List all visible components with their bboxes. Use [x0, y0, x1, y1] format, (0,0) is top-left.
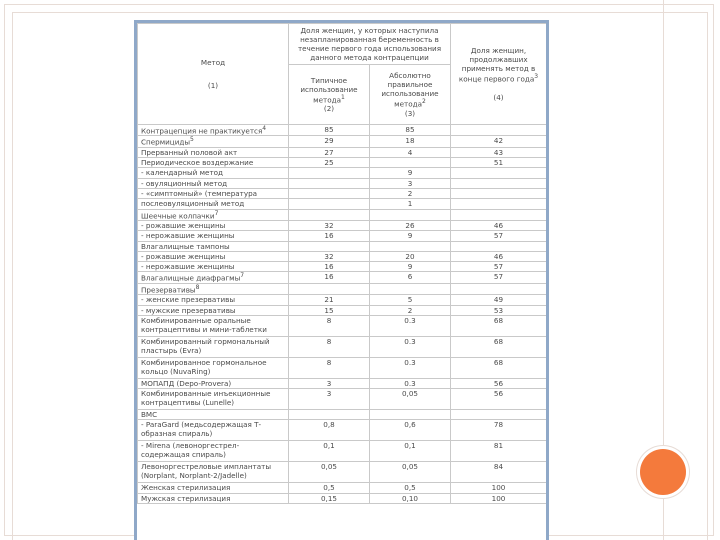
- perfect-value: 9: [370, 168, 451, 178]
- typical-value: [289, 168, 370, 178]
- continuing-value: [451, 168, 547, 178]
- method-label: - рожавшие женщины: [141, 251, 226, 261]
- typical-value: 27: [289, 147, 370, 157]
- table-row: [138, 231, 547, 241]
- perfect-value: 1: [370, 199, 451, 209]
- method-label: МОПАПД (Depo-Provera): [141, 378, 232, 388]
- table-row: [138, 305, 547, 315]
- perfect-value: 6: [370, 272, 451, 283]
- typical-value: 0,15: [289, 493, 370, 503]
- perfect-value: 0.3: [370, 315, 451, 336]
- header-typical-sup: 1: [340, 93, 345, 101]
- header-continuing-cell: [451, 24, 547, 125]
- method-label: Влагалищные диафрагмы: [141, 273, 241, 283]
- method-cell: [138, 305, 289, 315]
- table-row: [138, 420, 547, 441]
- header-typical-num: (2): [323, 104, 335, 114]
- continuing-value: [451, 178, 547, 188]
- continuing-value: 81: [451, 441, 547, 462]
- table-row: [138, 295, 547, 305]
- method-cell: [138, 158, 289, 168]
- method-cell: [138, 378, 289, 388]
- perfect-value: [370, 241, 451, 251]
- typical-value: 0,05: [289, 462, 370, 483]
- perfect-value: [370, 410, 451, 420]
- continuing-value: [451, 199, 547, 209]
- method-label: Комбинированные оральные контрацептивы и мини-таблетки: [141, 315, 267, 334]
- method-footnote: 7: [240, 272, 245, 280]
- perfect-value: 5: [370, 295, 451, 305]
- table-row: [138, 378, 547, 388]
- table-row: [138, 336, 547, 357]
- typical-value: 15: [289, 305, 370, 315]
- method-cell: [138, 441, 289, 462]
- method-label: - календарный метод: [141, 168, 224, 178]
- typical-value: 16: [289, 262, 370, 272]
- table-row: [138, 283, 547, 294]
- method-label: Женская стерилизация: [141, 483, 231, 493]
- method-label: ВМС: [141, 410, 158, 420]
- perfect-value: 3: [370, 178, 451, 188]
- method-cell: [138, 125, 289, 136]
- perfect-value: 0,6: [370, 420, 451, 441]
- perfect-value: 0,10: [370, 493, 451, 503]
- method-label: Влагалищные тампоны: [141, 241, 230, 251]
- table-row: [138, 357, 547, 378]
- method-cell: [138, 389, 289, 410]
- perfect-value: 9: [370, 231, 451, 241]
- typical-value: [289, 178, 370, 188]
- continuing-value: 68: [451, 357, 547, 378]
- continuing-value: 68: [451, 336, 547, 357]
- continuing-value: 100: [451, 483, 547, 493]
- method-label: Контрацепция не практикуется: [141, 126, 263, 136]
- typical-value: 8: [289, 357, 370, 378]
- perfect-value: 0.3: [370, 336, 451, 357]
- table-row: [138, 410, 547, 420]
- method-cell: [138, 168, 289, 178]
- typical-value: 0,8: [289, 420, 370, 441]
- typical-value: 32: [289, 220, 370, 230]
- table-row: [138, 178, 547, 188]
- table-row: [138, 251, 547, 261]
- typical-value: [289, 188, 370, 198]
- table-row: [138, 220, 547, 230]
- table-row: [138, 315, 547, 336]
- method-label: Левоноргестреловые имплантаты (Norplant, Norplant-2/Jadelle): [141, 462, 271, 481]
- method-label: послеовуляционный метод: [141, 199, 245, 209]
- method-footnote: 4: [262, 125, 267, 132]
- typical-value: 25: [289, 158, 370, 168]
- typical-value: 0,1: [289, 441, 370, 462]
- method-label: Мужская стерилизация: [141, 493, 231, 503]
- perfect-value: 0.3: [370, 357, 451, 378]
- typical-value: 32: [289, 251, 370, 261]
- perfect-value: 0,5: [370, 483, 451, 493]
- perfect-value: 0.3: [370, 378, 451, 388]
- table-row: [138, 262, 547, 272]
- typical-value: 21: [289, 295, 370, 305]
- contraception-efficacy-table: [137, 23, 547, 504]
- header-method: Метод: [200, 58, 226, 67]
- typical-value: 16: [289, 272, 370, 283]
- perfect-value: 20: [370, 251, 451, 261]
- continuing-value: 51: [451, 158, 547, 168]
- table-row: [138, 441, 547, 462]
- table-row: [138, 209, 547, 220]
- typical-value: 3: [289, 378, 370, 388]
- method-label: - рожавшие женщины: [141, 220, 226, 230]
- continuing-value: [451, 241, 547, 251]
- table-row: [138, 136, 547, 147]
- table-body: [138, 125, 547, 504]
- typical-value: [289, 283, 370, 294]
- perfect-value: 2: [370, 305, 451, 315]
- typical-value: 8: [289, 336, 370, 357]
- typical-value: 29: [289, 136, 370, 147]
- method-cell: [138, 283, 289, 294]
- header-group: Доля женщин, у которых наступила незапланированная беременность в течение первого года использования данного метода контрацепции: [289, 24, 451, 65]
- perfect-value: 0,1: [370, 441, 451, 462]
- typical-value: 85: [289, 125, 370, 136]
- method-cell: [138, 147, 289, 157]
- continuing-value: 46: [451, 220, 547, 230]
- method-cell: [138, 251, 289, 261]
- table-row: [138, 168, 547, 178]
- typical-value: [289, 410, 370, 420]
- header-perfect-sup: 2: [421, 98, 426, 106]
- header-method-num: (1): [207, 81, 219, 90]
- table-row: [138, 272, 547, 283]
- typical-value: 3: [289, 389, 370, 410]
- typical-value: 0,5: [289, 483, 370, 493]
- typical-value: [289, 209, 370, 220]
- method-cell: [138, 493, 289, 503]
- table-row: [138, 199, 547, 209]
- method-cell: [138, 315, 289, 336]
- continuing-value: [451, 410, 547, 420]
- perfect-value: 0,05: [370, 462, 451, 483]
- continuing-value: 57: [451, 272, 547, 283]
- method-label: - нерожавшие женщины: [141, 231, 235, 241]
- method-cell: [138, 295, 289, 305]
- header-perfect: Абсолютно правильное использование метода: [381, 71, 439, 109]
- method-label: - мужские презервативы: [141, 305, 236, 315]
- header-continuing-num: (4): [493, 93, 504, 103]
- method-footnote: 7: [214, 209, 219, 217]
- method-label: - нерожавшие женщины: [141, 262, 235, 272]
- continuing-value: 56: [451, 378, 547, 388]
- table-row: [138, 158, 547, 168]
- method-label: Прерванный половой акт: [141, 147, 238, 157]
- continuing-value: 100: [451, 493, 547, 503]
- typical-value: 16: [289, 231, 370, 241]
- method-cell: [138, 209, 289, 220]
- table-row: [138, 389, 547, 410]
- method-label: - женские презервативы: [141, 295, 236, 305]
- method-label: Спермициды: [141, 137, 191, 147]
- header-perfect-num: (3): [404, 108, 416, 118]
- perfect-value: [370, 158, 451, 168]
- perfect-value: [370, 283, 451, 294]
- method-cell: [138, 336, 289, 357]
- typical-value: [289, 199, 370, 209]
- method-label: Комбинированный гормональный пластырь (Evra): [141, 336, 270, 355]
- continuing-value: 46: [451, 251, 547, 261]
- continuing-value: 84: [451, 462, 547, 483]
- table-row: [138, 462, 547, 483]
- continuing-value: 53: [451, 305, 547, 315]
- method-cell: [138, 220, 289, 230]
- header-continuing: Доля женщин, продолжавших применять метод в конце первого года: [458, 45, 536, 84]
- perfect-value: 0,05: [370, 389, 451, 410]
- header-method-cell: [138, 24, 289, 125]
- method-cell: [138, 188, 289, 198]
- perfect-value: 85: [370, 125, 451, 136]
- table-row: [138, 241, 547, 251]
- orange-circle-decoration: [640, 449, 686, 495]
- table-row: [138, 483, 547, 493]
- continuing-value: 68: [451, 315, 547, 336]
- continuing-value: [451, 188, 547, 198]
- continuing-value: [451, 125, 547, 136]
- continuing-value: 57: [451, 231, 547, 241]
- method-cell: [138, 462, 289, 483]
- continuing-value: 56: [451, 389, 547, 410]
- method-cell: [138, 357, 289, 378]
- method-label: - Mirena (левоноргестрел-содержащая спираль): [141, 441, 240, 460]
- continuing-value: 78: [451, 420, 547, 441]
- perfect-value: 26: [370, 220, 451, 230]
- method-label: Периодическое воздержание: [141, 158, 254, 168]
- table-row: [138, 188, 547, 198]
- method-cell: [138, 231, 289, 241]
- method-cell: [138, 420, 289, 441]
- continuing-value: 57: [451, 262, 547, 272]
- method-cell: [138, 199, 289, 209]
- method-footnote: 8: [195, 283, 200, 291]
- method-cell: [138, 262, 289, 272]
- header-perfect-cell: [370, 65, 451, 125]
- method-label: - ParaGard (медьсодержащая Т-образная спираль): [141, 420, 262, 439]
- method-cell: [138, 241, 289, 251]
- method-cell: [138, 178, 289, 188]
- continuing-value: 43: [451, 147, 547, 157]
- method-cell: [138, 136, 289, 147]
- table-row: [138, 125, 547, 136]
- method-label: Шеечные колпачки: [141, 210, 215, 220]
- perfect-value: [370, 209, 451, 220]
- method-label: - «симптомный» (температура: [141, 188, 258, 198]
- table-row: [138, 147, 547, 157]
- method-label: Комбинированное гормональное кольцо (NuvaRing): [141, 357, 267, 376]
- typical-value: 8: [289, 315, 370, 336]
- method-cell: [138, 272, 289, 283]
- header-continuing-sup: 3: [534, 72, 539, 80]
- method-label: - овуляционный метод: [141, 178, 228, 188]
- perfect-value: 2: [370, 188, 451, 198]
- method-label: Презервативы: [141, 285, 196, 295]
- continuing-value: 49: [451, 295, 547, 305]
- perfect-value: 18: [370, 136, 451, 147]
- header-typical-cell: [289, 65, 370, 125]
- continuing-value: 42: [451, 136, 547, 147]
- header-typical: Типичное использование метода: [300, 75, 358, 105]
- perfect-value: 9: [370, 262, 451, 272]
- method-cell: [138, 483, 289, 493]
- continuing-value: [451, 283, 547, 294]
- method-cell: [138, 410, 289, 420]
- perfect-value: 4: [370, 147, 451, 157]
- method-footnote: 5: [190, 136, 194, 144]
- contraception-table-document: [134, 20, 549, 540]
- table-row: [138, 493, 547, 503]
- method-label: Комбинированные инъекционные контрацептивы (Lunelle): [141, 389, 271, 408]
- typical-value: [289, 241, 370, 251]
- continuing-value: [451, 209, 547, 220]
